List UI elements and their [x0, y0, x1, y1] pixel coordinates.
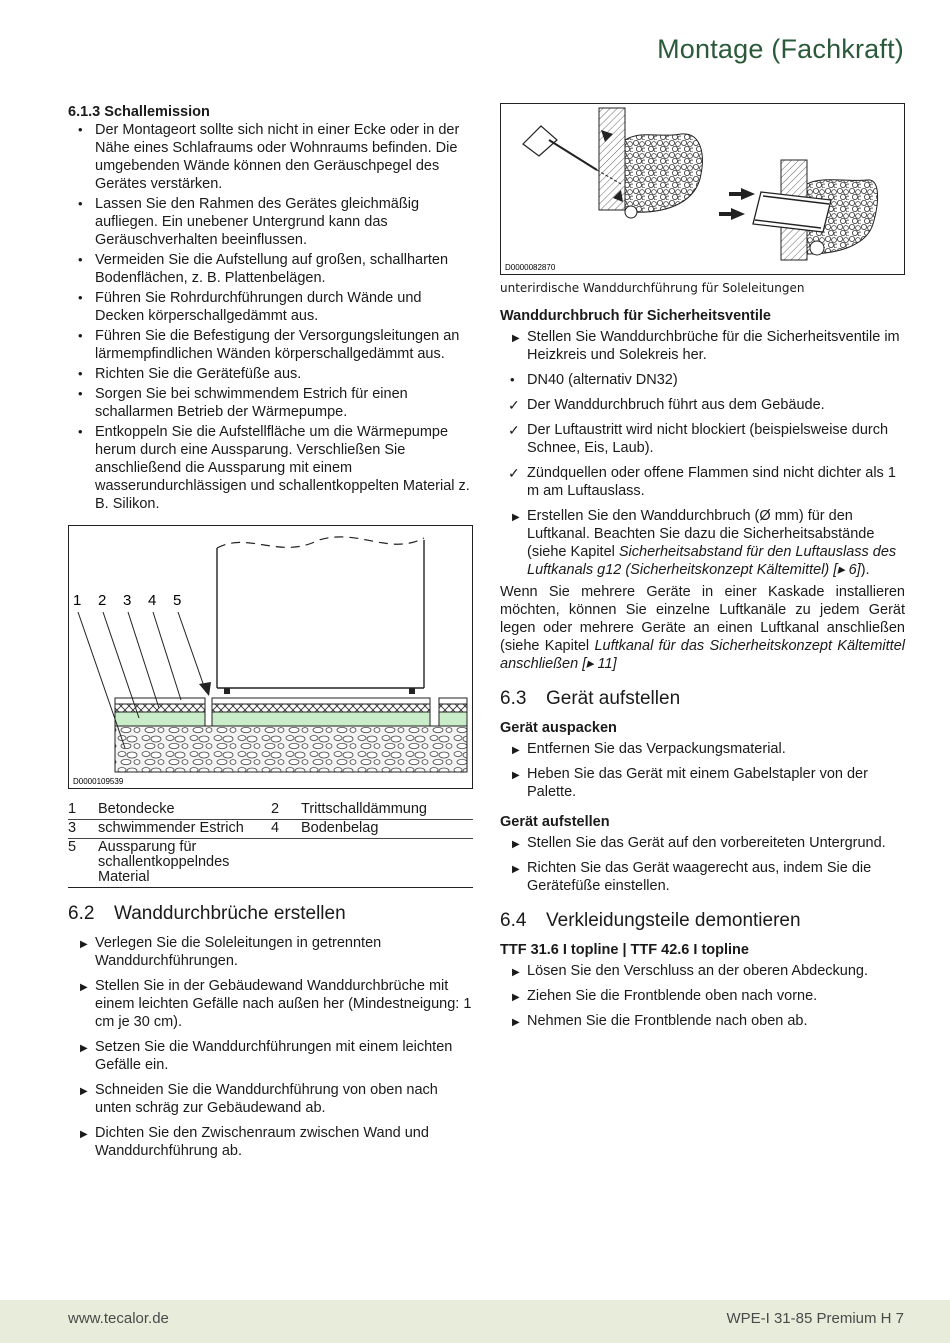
footer-website-link[interactable]: www.tecalor.de [68, 1310, 169, 1327]
schallemission-list [68, 121, 473, 513]
triangle-right-icon: ▶ [80, 1043, 88, 1054]
list-item: ▶ Erstellen Sie den Wanddurchbruch (Ø mm) für den Luftkanal. Beachten Sie dazu die Sicherheitsabstände (siehe Kapitel Sicherheitsabstand für den Luftauslass des Luftkanals g12 (Sicherheitskonzept Kältemittel) [▸ 6]). [512, 508, 897, 578]
bullet-icon: • [78, 366, 83, 381]
checkmark-icon: ✓ [508, 397, 520, 413]
list-item: ✓ Zündquellen oder offene Flammen sind nicht dichter als 1 m am Luftauslass. [508, 465, 896, 499]
list-item: ▶ Dichten Sie den Zwischenraum zwischen Wand und Wanddurchführung ab. [80, 1125, 429, 1159]
right-column [500, 103, 905, 1037]
section-6-4-heading: 6.4 Verkleidungsteile demontieren [500, 910, 801, 931]
wall-feedthrough-drawing [501, 104, 904, 274]
bullet-icon: • [78, 196, 83, 211]
list-item: ▶ Stellen Sie Wanddurchbrüche für die Sicherheitsventile im Heizkreis und Solekreis her. [512, 329, 900, 363]
figure-caption: unterirdische Wanddurchführung für Soleleitungen [500, 281, 805, 295]
triangle-right-icon: ▶ [512, 967, 520, 978]
list-item: • Entkoppeln Sie die Aufstellfläche um die Wärmepumpe herum durch eine Aussparung. Verschließen Sie anschließend die Aussparung mit einem wasserundurchlässigen und schallentkoppelten Material z. B. Silikon. [78, 424, 470, 512]
triangle-right-icon: ▶ [512, 992, 520, 1003]
left-column [68, 103, 473, 1167]
figure-id: D0000109539 [73, 777, 124, 786]
list-item: ▶ Stellen Sie das Gerät auf den vorbereiteten Untergrund. [500, 834, 905, 852]
page-header-title: Montage (Fachkraft) [657, 34, 904, 64]
setup-heading: Gerät aufstellen [500, 814, 610, 830]
callout-2: 2 [98, 592, 107, 609]
triangle-right-icon: ▶ [512, 864, 520, 875]
triangle-right-icon: ▶ [512, 839, 520, 850]
bullet-icon: • [78, 122, 83, 137]
page-ref-triangle-icon: ▸ [586, 656, 594, 672]
triangle-right-icon: ▶ [80, 939, 88, 950]
table-row: 5 Aussparung für schallentkoppelndes Material [68, 839, 473, 888]
chapter-link[interactable]: Sicherheitsabstand für den Luftauslass des Luftkanals g12 (Sicherheitskonzept Kältemittel) [ [527, 544, 897, 578]
list-item: • Führen Sie die Befestigung der Versorgungsleitungen an lärmempfindlichen Wänden körperschallgedämmt aus. [78, 328, 460, 362]
section-6-1-3-title: 6.1.3 Schallemission [68, 104, 210, 120]
bullet-icon: • [78, 386, 83, 401]
wall-feedthrough-figure [500, 103, 905, 275]
list-item: • Der Montageort sollte sich nicht in einer Ecke oder in der Nähe eines Schlafraums oder Wohnraums befinden. Die umgebenden Wände können den Geräuschpegel des Gerätes verstärken. [78, 122, 460, 192]
bullet-icon: • [78, 328, 83, 343]
triangle-right-icon: ▶ [80, 982, 88, 993]
floor-section-drawing [69, 526, 472, 788]
wall-safety-valves-list [500, 328, 905, 579]
list-item: ▶ Schneiden Sie die Wanddurchführung von oben nach unten schräg zur Gebäudewand ab. [80, 1082, 438, 1116]
list-item: ▶ Verlegen Sie die Soleleitungen in getrennten Wanddurchführungen. [80, 935, 382, 969]
cascade-paragraph: Wenn Sie mehrere Geräte in einer Kaskade installieren möchten, können Sie einzelne Luftkanäle zu jedem Gerät legen oder mehrere Geräte an einen Luftkanal anschließen (siehe Kapitel Luftkanal für das Sicherheitskonzept Kältemittel anschließen [▸ 11] [500, 584, 905, 672]
section-6-2-heading: 6.2 Wanddurchbrüche erstellen [68, 903, 346, 924]
list-item: ▶ Lösen Sie den Verschluss an der oberen Abdeckung. [500, 962, 905, 980]
list-item: ▶ Setzen Sie die Wanddurchführungen mit einem leichten Gefälle ein. [80, 1039, 453, 1073]
callout-5: 5 [173, 592, 182, 609]
list-item: ✓ Der Luftaustritt wird nicht blockiert (beispielsweise durch Schnee, Eis, Laub). [508, 422, 889, 456]
triangle-right-icon: ▶ [512, 770, 520, 781]
floor-section-figure [68, 525, 473, 789]
list-item: • DN40 (alternativ DN32) [510, 372, 678, 388]
wall-safety-valves-heading: Wanddurchbruch für Sicherheitsventile [500, 308, 771, 324]
chapter-link[interactable]: Luftkanal für das Sicherheitskonzept Kältemittel anschließen [ [500, 638, 905, 672]
model-heading: TTF 31.6 I topline | TTF 42.6 I topline [500, 942, 749, 958]
list-item: • Richten Sie die Gerätefüße aus. [78, 366, 302, 382]
triangle-right-icon: ▶ [512, 745, 520, 756]
list-item: • Lassen Sie den Rahmen des Gerätes gleichmäßig aufliegen. Ein unebener Untergrund kann das Geräuschverhalten beeinflussen. [78, 196, 420, 248]
checkmark-icon: ✓ [508, 465, 520, 481]
unpack-steps [500, 740, 905, 801]
list-item: ▶ Entfernen Sie das Verpackungsmaterial. [500, 740, 905, 758]
bullet-icon: • [78, 424, 83, 439]
list-item: ▶ Stellen Sie in der Gebäudewand Wanddurchbrüche mit einem leichten Gefälle nach außen her (Mindestneigung: 1 cm je 30 cm). [80, 978, 472, 1030]
triangle-right-icon: ▶ [512, 1017, 520, 1028]
triangle-right-icon: ▶ [80, 1129, 88, 1140]
list-item: ✓ Der Wanddurchbruch führt aus dem Gebäude. [508, 397, 825, 413]
list-item: ▶ Richten Sie das Gerät waagerecht aus, indem Sie die Gerätefüße einstellen. [512, 860, 872, 894]
footer-product-page: WPE-I 31-85 Premium H 7 [726, 1310, 904, 1327]
figure-legend-table [68, 801, 473, 888]
callout-3: 3 [123, 592, 132, 609]
list-item: ▶ Nehmen Sie die Frontblende nach oben ab. [500, 1012, 905, 1030]
bullet-icon: • [78, 252, 83, 267]
setup-steps [500, 834, 905, 895]
bullet-icon: • [78, 290, 83, 305]
section-6-3-heading: 6.3 Gerät aufstellen [500, 688, 681, 709]
list-item: ▶ Ziehen Sie die Frontblende oben nach vorne. [500, 987, 905, 1005]
page-footer [0, 1300, 950, 1343]
list-item: • Führen Sie Rohrdurchführungen durch Wände und Decken körperschallgedämmt aus. [78, 290, 422, 324]
triangle-right-icon: ▶ [512, 512, 520, 523]
panel-removal-steps [500, 962, 905, 1030]
figure-id: D0000082870 [505, 263, 556, 272]
checkmark-icon: ✓ [508, 422, 520, 438]
wanddurchbrueche-steps [68, 934, 473, 1160]
triangle-right-icon: ▶ [512, 333, 520, 344]
list-item: • Sorgen Sie bei schwimmendem Estrich für einen schallarmen Betrieb der Wärmepumpe. [78, 386, 408, 420]
callout-1: 1 [73, 592, 82, 609]
list-item: ▶ Heben Sie das Gerät mit einem Gabelstapler von der Palette. [512, 766, 868, 800]
page-ref-triangle-icon: ▸ [837, 562, 845, 578]
table-row: 1 Betondecke 2 Trittschalldämmung [68, 801, 473, 820]
triangle-right-icon: ▶ [80, 1086, 88, 1097]
unpack-heading: Gerät auspacken [500, 720, 617, 736]
list-item: • Vermeiden Sie die Aufstellung auf großen, schallharten Bodenflächen, z. B. Plattenbelägen. [78, 252, 449, 286]
table-row: 3 schwimmender Estrich 4 Bodenbelag [68, 820, 473, 839]
bullet-icon: • [510, 372, 515, 387]
callout-4: 4 [148, 592, 157, 609]
